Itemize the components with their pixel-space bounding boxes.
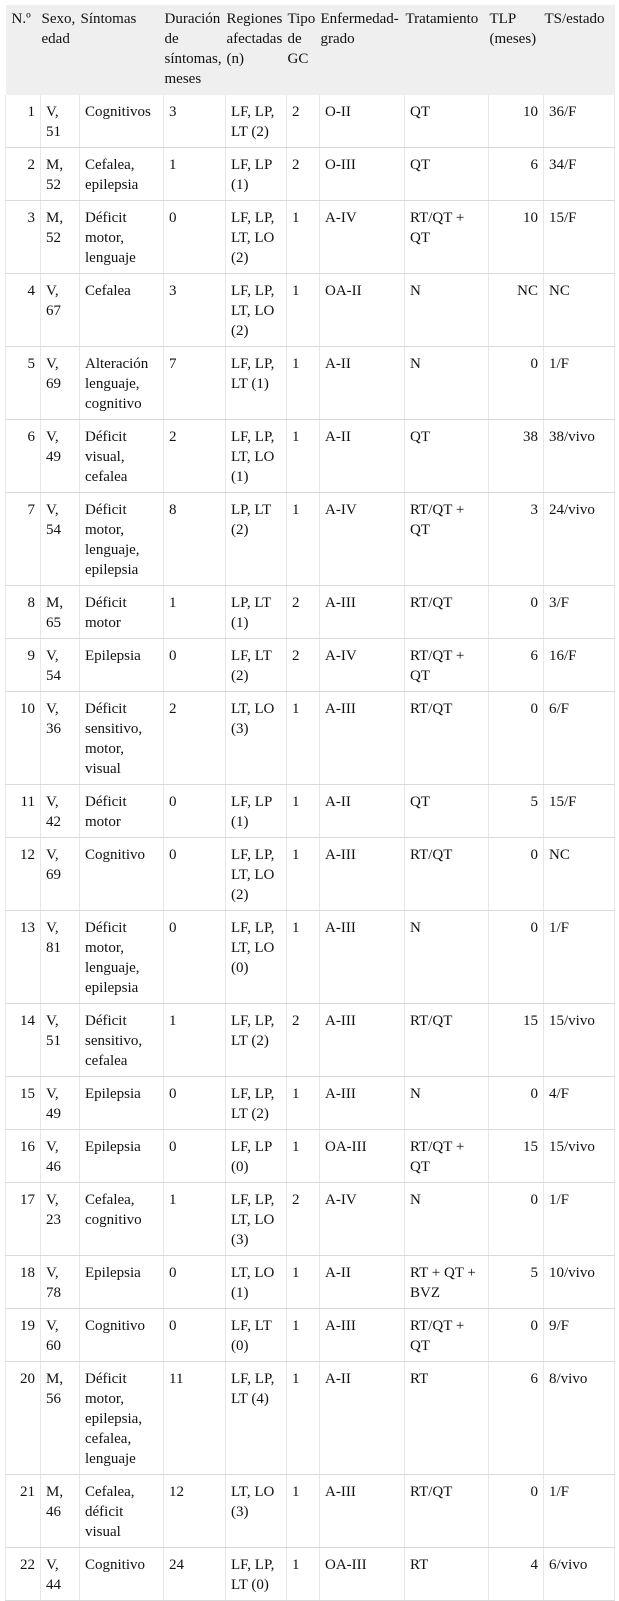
cell-duration: 0 xyxy=(164,201,226,274)
cell-treatment: RT/QT + QT xyxy=(405,1309,489,1362)
cell-treatment: QT xyxy=(405,785,489,838)
cell-sex-age: V, 42 xyxy=(41,785,80,838)
cell-number: 18 xyxy=(6,1256,41,1309)
cell-disease-grade: A-III xyxy=(320,586,405,639)
cell-ts-status: 4/F xyxy=(544,1077,615,1130)
table-row xyxy=(6,1475,615,1548)
header-cell-symptom-duration: Duración de síntomas, meses xyxy=(164,5,226,95)
cell-treatment: RT/QT xyxy=(405,692,489,785)
cell-disease-grade: A-III xyxy=(320,1077,405,1130)
cell-gc-type: 1 xyxy=(287,911,320,1004)
table-row xyxy=(6,95,615,148)
cell-tlp: 6 xyxy=(489,148,544,201)
cell-duration: 0 xyxy=(164,1077,226,1130)
cell-treatment: N xyxy=(405,1183,489,1256)
cell-disease-grade: O-II xyxy=(320,95,405,148)
cell-number: 6 xyxy=(6,420,41,493)
cell-gc-type: 2 xyxy=(287,148,320,201)
cell-gc-type: 1 xyxy=(287,1130,320,1183)
cell-tlp: 4 xyxy=(489,1548,544,1601)
cell-sex-age: V, 51 xyxy=(41,1004,80,1077)
cell-disease-grade: A-II xyxy=(320,1362,405,1475)
cell-regions: LF, LP, LT (2) xyxy=(226,1077,287,1130)
header-cell-symptoms: Síntomas xyxy=(80,5,164,95)
cell-duration: 11 xyxy=(164,1362,226,1475)
cell-tlp: 0 xyxy=(489,1077,544,1130)
cell-ts-status: 1/F xyxy=(544,911,615,1004)
cell-duration: 0 xyxy=(164,1256,226,1309)
cell-sex-age: V, 49 xyxy=(41,420,80,493)
cell-disease-grade: A-IV xyxy=(320,1183,405,1256)
cell-number: 21 xyxy=(6,1475,41,1548)
cell-disease-grade: A-IV xyxy=(320,201,405,274)
cell-sex-age: V, 49 xyxy=(41,1077,80,1130)
table-row xyxy=(6,148,615,201)
cell-symptoms: Cognitivo xyxy=(80,1309,164,1362)
cell-duration: 1 xyxy=(164,148,226,201)
cell-treatment: N xyxy=(405,911,489,1004)
cell-disease-grade: A-IV xyxy=(320,639,405,692)
table-row xyxy=(6,1548,615,1601)
cell-sex-age: V, 54 xyxy=(41,639,80,692)
cell-number: 5 xyxy=(6,347,41,420)
cell-gc-type: 1 xyxy=(287,1475,320,1548)
cell-tlp: 6 xyxy=(489,1362,544,1475)
cell-gc-type: 1 xyxy=(287,692,320,785)
cell-sex-age: V, 69 xyxy=(41,838,80,911)
cell-symptoms: Déficit motor, lenguaje xyxy=(80,201,164,274)
cell-treatment: RT/QT + QT xyxy=(405,493,489,586)
cell-gc-type: 1 xyxy=(287,1309,320,1362)
cell-tlp: 10 xyxy=(489,201,544,274)
cell-regions: LF, LT (0) xyxy=(226,1309,287,1362)
cell-number: 22 xyxy=(6,1548,41,1601)
cell-ts-status: 9/F xyxy=(544,1309,615,1362)
cell-tlp: 5 xyxy=(489,1256,544,1309)
cell-treatment: RT/QT + QT xyxy=(405,639,489,692)
cell-sex-age: V, 67 xyxy=(41,274,80,347)
table-row xyxy=(6,586,615,639)
cell-regions: LF, LP (1) xyxy=(226,148,287,201)
cell-ts-status: 10/vivo xyxy=(544,1256,615,1309)
cell-regions: LT, LO (1) xyxy=(226,1256,287,1309)
table-row xyxy=(6,1004,615,1077)
cell-number: 2 xyxy=(6,148,41,201)
cell-gc-type: 1 xyxy=(287,838,320,911)
cell-tlp: 0 xyxy=(489,586,544,639)
table-row xyxy=(6,911,615,1004)
cell-sex-age: M, 56 xyxy=(41,1362,80,1475)
cell-number: 3 xyxy=(6,201,41,274)
cell-gc-type: 1 xyxy=(287,201,320,274)
cell-duration: 0 xyxy=(164,639,226,692)
cell-duration: 3 xyxy=(164,274,226,347)
cell-treatment: RT/QT xyxy=(405,1004,489,1077)
table-row xyxy=(6,1256,615,1309)
cell-tlp: 15 xyxy=(489,1004,544,1077)
cell-tlp: 0 xyxy=(489,1475,544,1548)
cell-duration: 0 xyxy=(164,911,226,1004)
cell-regions: LT, LO (3) xyxy=(226,692,287,785)
table-row xyxy=(6,785,615,838)
cell-tlp: 6 xyxy=(489,639,544,692)
cell-ts-status: NC xyxy=(544,838,615,911)
cell-ts-status: 1/F xyxy=(544,1183,615,1256)
cell-disease-grade: O-III xyxy=(320,148,405,201)
header-row xyxy=(6,5,615,95)
header-cell-tlp: TLP (meses) xyxy=(489,5,544,95)
cell-ts-status: 15/vivo xyxy=(544,1004,615,1077)
cell-symptoms: Cefalea, epilepsia xyxy=(80,148,164,201)
cell-disease-grade: A-III xyxy=(320,1004,405,1077)
table-row xyxy=(6,1362,615,1475)
cell-regions: LF, LP, LT, LO (2) xyxy=(226,838,287,911)
cell-symptoms: Cefalea xyxy=(80,274,164,347)
cell-number: 8 xyxy=(6,586,41,639)
cell-duration: 1 xyxy=(164,1183,226,1256)
cell-ts-status: 15/F xyxy=(544,785,615,838)
cell-ts-status: 34/F xyxy=(544,148,615,201)
header-cell-treatment: Tratamiento xyxy=(405,5,489,95)
cell-regions: LF, LP, LT (4) xyxy=(226,1362,287,1475)
cell-gc-type: 1 xyxy=(287,1548,320,1601)
cell-disease-grade: A-IV xyxy=(320,493,405,586)
cell-tlp: 15 xyxy=(489,1130,544,1183)
cell-symptoms: Cognitivo xyxy=(80,838,164,911)
table-row xyxy=(6,639,615,692)
header-cell-affected-regions: Regiones afectadas (n) xyxy=(226,5,287,95)
cell-gc-type: 1 xyxy=(287,420,320,493)
cell-regions: LF, LP, LT (1) xyxy=(226,347,287,420)
cell-ts-status: 8/vivo xyxy=(544,1362,615,1475)
cell-number: 7 xyxy=(6,493,41,586)
cell-symptoms: Epilepsia xyxy=(80,1077,164,1130)
table-row xyxy=(6,1130,615,1183)
cell-gc-type: 2 xyxy=(287,1183,320,1256)
cell-ts-status: 15/vivo xyxy=(544,1130,615,1183)
table-row xyxy=(6,1309,615,1362)
cell-duration: 1 xyxy=(164,586,226,639)
table-row xyxy=(6,1183,615,1256)
cell-gc-type: 1 xyxy=(287,493,320,586)
table-row xyxy=(6,274,615,347)
cell-ts-status: 38/vivo xyxy=(544,420,615,493)
cell-gc-type: 2 xyxy=(287,639,320,692)
cell-gc-type: 1 xyxy=(287,274,320,347)
cell-disease-grade: A-II xyxy=(320,420,405,493)
cell-gc-type: 2 xyxy=(287,586,320,639)
cell-duration: 2 xyxy=(164,420,226,493)
cell-symptoms: Cefalea, déficit visual xyxy=(80,1475,164,1548)
cell-ts-status: 6/F xyxy=(544,692,615,785)
cell-tlp: NC xyxy=(489,274,544,347)
cell-symptoms: Déficit motor, lenguaje, epilepsia xyxy=(80,911,164,1004)
cell-number: 17 xyxy=(6,1183,41,1256)
cell-sex-age: V, 51 xyxy=(41,95,80,148)
cell-symptoms: Alteración lenguaje, cognitivo xyxy=(80,347,164,420)
cell-sex-age: V, 69 xyxy=(41,347,80,420)
table-header xyxy=(6,5,615,95)
cell-regions: LT, LO (3) xyxy=(226,1475,287,1548)
cell-regions: LF, LP, LT, LO (1) xyxy=(226,420,287,493)
cell-symptoms: Epilepsia xyxy=(80,639,164,692)
cell-disease-grade: A-III xyxy=(320,838,405,911)
cell-symptoms: Cefalea, cognitivo xyxy=(80,1183,164,1256)
cell-tlp: 10 xyxy=(489,95,544,148)
cell-treatment: RT/QT xyxy=(405,1475,489,1548)
header-cell-sex-age: Sexo, edad xyxy=(41,5,80,95)
cell-disease-grade: A-III xyxy=(320,1309,405,1362)
cell-duration: 8 xyxy=(164,493,226,586)
cell-tlp: 0 xyxy=(489,911,544,1004)
cell-symptoms: Cognitivos xyxy=(80,95,164,148)
cell-sex-age: V, 60 xyxy=(41,1309,80,1362)
cell-treatment: RT/QT xyxy=(405,586,489,639)
cell-regions: LF, LP, LT (2) xyxy=(226,1004,287,1077)
cell-sex-age: V, 36 xyxy=(41,692,80,785)
header-cell-number: N.º xyxy=(6,5,41,95)
cell-treatment: N xyxy=(405,1077,489,1130)
cell-regions: LF, LP, LT, LO (0) xyxy=(226,911,287,1004)
cell-sex-age: V, 23 xyxy=(41,1183,80,1256)
cell-regions: LF, LP, LT (0) xyxy=(226,1548,287,1601)
cell-disease-grade: A-II xyxy=(320,347,405,420)
cell-number: 20 xyxy=(6,1362,41,1475)
cell-symptoms: Epilepsia xyxy=(80,1256,164,1309)
clinical-data-table xyxy=(5,5,615,1601)
cell-number: 15 xyxy=(6,1077,41,1130)
cell-regions: LF, LP, LT (2) xyxy=(226,95,287,148)
cell-regions: LF, LT (2) xyxy=(226,639,287,692)
cell-duration: 2 xyxy=(164,692,226,785)
cell-ts-status: NC xyxy=(544,274,615,347)
table-row xyxy=(6,838,615,911)
header-cell-ts-status: TS/estado xyxy=(544,5,615,95)
table-row xyxy=(6,1077,615,1130)
cell-duration: 1 xyxy=(164,1004,226,1077)
cell-treatment: RT xyxy=(405,1548,489,1601)
cell-symptoms: Déficit motor, epilepsia, cefalea, lenguaje xyxy=(80,1362,164,1475)
cell-ts-status: 1/F xyxy=(544,347,615,420)
cell-treatment: RT/QT + QT xyxy=(405,1130,489,1183)
cell-sex-age: V, 46 xyxy=(41,1130,80,1183)
cell-tlp: 0 xyxy=(489,692,544,785)
cell-symptoms: Cognitivo xyxy=(80,1548,164,1601)
table-body xyxy=(6,95,615,1601)
cell-disease-grade: OA-III xyxy=(320,1130,405,1183)
cell-sex-age: V, 54 xyxy=(41,493,80,586)
cell-ts-status: 1/F xyxy=(544,1475,615,1548)
cell-treatment: QT xyxy=(405,420,489,493)
cell-number: 11 xyxy=(6,785,41,838)
cell-number: 4 xyxy=(6,274,41,347)
cell-number: 14 xyxy=(6,1004,41,1077)
cell-regions: LP, LT (2) xyxy=(226,493,287,586)
cell-ts-status: 6/vivo xyxy=(544,1548,615,1601)
cell-symptoms: Déficit motor, lenguaje, epilepsia xyxy=(80,493,164,586)
cell-regions: LP, LT (1) xyxy=(226,586,287,639)
table-row xyxy=(6,420,615,493)
cell-treatment: RT/QT + QT xyxy=(405,201,489,274)
cell-disease-grade: OA-II xyxy=(320,274,405,347)
cell-tlp: 3 xyxy=(489,493,544,586)
cell-number: 19 xyxy=(6,1309,41,1362)
cell-gc-type: 1 xyxy=(287,347,320,420)
cell-duration: 0 xyxy=(164,785,226,838)
cell-tlp: 38 xyxy=(489,420,544,493)
cell-regions: LF, LP (1) xyxy=(226,785,287,838)
cell-number: 12 xyxy=(6,838,41,911)
cell-duration: 24 xyxy=(164,1548,226,1601)
cell-sex-age: V, 78 xyxy=(41,1256,80,1309)
cell-duration: 7 xyxy=(164,347,226,420)
table-row xyxy=(6,493,615,586)
cell-disease-grade: A-III xyxy=(320,692,405,785)
cell-symptoms: Déficit motor xyxy=(80,785,164,838)
cell-sex-age: V, 44 xyxy=(41,1548,80,1601)
cell-ts-status: 36/F xyxy=(544,95,615,148)
cell-ts-status: 15/F xyxy=(544,201,615,274)
cell-number: 1 xyxy=(6,95,41,148)
cell-symptoms: Déficit visual, cefalea xyxy=(80,420,164,493)
cell-disease-grade: A-III xyxy=(320,911,405,1004)
cell-number: 9 xyxy=(6,639,41,692)
cell-duration: 0 xyxy=(164,838,226,911)
cell-regions: LF, LP (0) xyxy=(226,1130,287,1183)
cell-symptoms: Déficit sensitivo, cefalea xyxy=(80,1004,164,1077)
cell-symptoms: Epilepsia xyxy=(80,1130,164,1183)
cell-gc-type: 2 xyxy=(287,1004,320,1077)
cell-sex-age: M, 46 xyxy=(41,1475,80,1548)
cell-symptoms: Déficit sensitivo, motor, visual xyxy=(80,692,164,785)
cell-tlp: 5 xyxy=(489,785,544,838)
cell-tlp: 0 xyxy=(489,1309,544,1362)
cell-tlp: 0 xyxy=(489,838,544,911)
cell-gc-type: 1 xyxy=(287,1362,320,1475)
cell-sex-age: M, 52 xyxy=(41,148,80,201)
cell-disease-grade: A-III xyxy=(320,1475,405,1548)
cell-number: 10 xyxy=(6,692,41,785)
cell-treatment: RT + QT + BVZ xyxy=(405,1256,489,1309)
cell-sex-age: M, 52 xyxy=(41,201,80,274)
cell-gc-type: 1 xyxy=(287,785,320,838)
cell-tlp: 0 xyxy=(489,1183,544,1256)
cell-treatment: RT xyxy=(405,1362,489,1475)
cell-number: 13 xyxy=(6,911,41,1004)
cell-symptoms: Déficit motor xyxy=(80,586,164,639)
cell-ts-status: 16/F xyxy=(544,639,615,692)
cell-treatment: RT/QT xyxy=(405,838,489,911)
cell-ts-status: 3/F xyxy=(544,586,615,639)
cell-treatment: QT xyxy=(405,95,489,148)
table-row xyxy=(6,347,615,420)
cell-duration: 12 xyxy=(164,1475,226,1548)
cell-regions: LF, LP, LT, LO (3) xyxy=(226,1183,287,1256)
cell-disease-grade: A-II xyxy=(320,1256,405,1309)
cell-disease-grade: A-II xyxy=(320,785,405,838)
table-row xyxy=(6,201,615,274)
cell-duration: 3 xyxy=(164,95,226,148)
cell-sex-age: M, 65 xyxy=(41,586,80,639)
header-cell-gc-type: Tipo de GC xyxy=(287,5,320,95)
cell-gc-type: 1 xyxy=(287,1256,320,1309)
cell-gc-type: 2 xyxy=(287,95,320,148)
cell-regions: LF, LP, LT, LO (2) xyxy=(226,201,287,274)
cell-regions: LF, LP, LT, LO (2) xyxy=(226,274,287,347)
cell-ts-status: 24/vivo xyxy=(544,493,615,586)
cell-gc-type: 1 xyxy=(287,1077,320,1130)
cell-number: 16 xyxy=(6,1130,41,1183)
cell-treatment: N xyxy=(405,347,489,420)
cell-tlp: 0 xyxy=(489,347,544,420)
cell-treatment: N xyxy=(405,274,489,347)
table-row xyxy=(6,692,615,785)
cell-disease-grade: OA-III xyxy=(320,1548,405,1601)
cell-treatment: QT xyxy=(405,148,489,201)
cell-duration: 0 xyxy=(164,1309,226,1362)
header-cell-disease-grade: Enfermedad-grado xyxy=(320,5,405,95)
cell-sex-age: V, 81 xyxy=(41,911,80,1004)
cell-duration: 0 xyxy=(164,1130,226,1183)
